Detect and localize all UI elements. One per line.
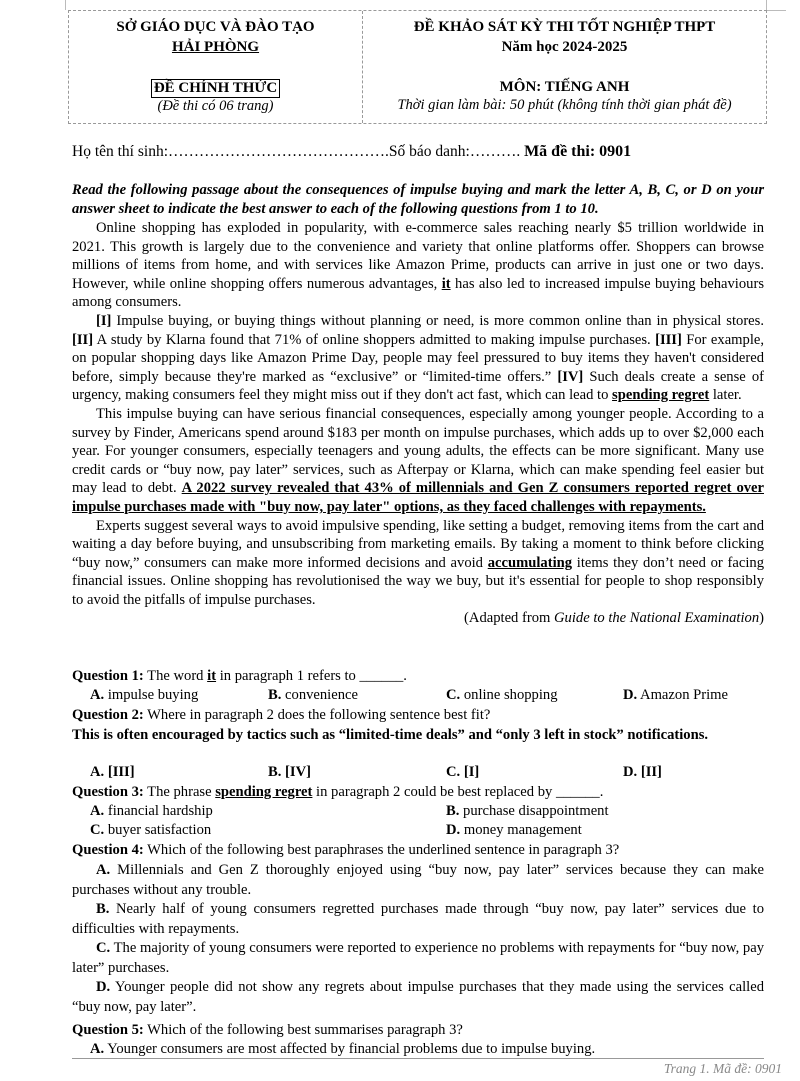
option-letter: B. [446, 803, 460, 819]
option-c[interactable] [446, 687, 558, 704]
question-3-options-row2 [90, 822, 760, 841]
question-text: Which of the following best paraphrases the underlined sentence in paragraph 3? [143, 842, 620, 858]
paragraph-text: later. [709, 387, 742, 404]
underlined-word: it [207, 668, 217, 684]
option-letter: C. [446, 687, 461, 703]
option-c[interactable] [90, 822, 211, 839]
header-left [69, 11, 363, 123]
underlined-word-accumulating: accumulating [487, 554, 573, 571]
marker-1: [I] [96, 312, 112, 329]
time-note: Thời gian làm bài: 50 phút (không tính thời gian phát đề) [397, 97, 732, 113]
option-text: Younger people did not show any regrets about impulse purchases that they made using the services called “buy now, pay later”. [72, 979, 764, 1015]
question-3 [72, 784, 764, 801]
option-text: online shopping [460, 687, 558, 703]
official-label: ĐỀ CHÍNH THỨC [151, 79, 280, 98]
candidate-id-label: Số báo danh:………. [388, 143, 521, 160]
candidate-line [72, 143, 764, 161]
question-label: Question 4: [72, 842, 144, 858]
question-text: in paragraph 2 could be best replaced by ______. [312, 784, 604, 800]
source-line [72, 609, 764, 628]
option-letter: C. [90, 822, 105, 838]
header-right [363, 11, 766, 123]
question-1 [72, 668, 764, 685]
source-prefix: (Adapted from [464, 610, 555, 627]
school-year: Năm học 2024-2025 [501, 39, 628, 55]
marker-4: [IV] [557, 368, 584, 385]
instruction: Read the following passage about the consequences of impulse buying and mark the letter A, B, C, or D on your answer sheet to indicate the best answer to each of the following questions from 1 to 10. [72, 182, 764, 217]
passage [72, 219, 764, 628]
option-text: impulse buying [104, 687, 199, 703]
question-1-options [90, 687, 760, 706]
option-letter: B. [96, 901, 110, 917]
question-5-option-a[interactable] [90, 1041, 764, 1058]
paragraph-text: Impulse buying, or buying things without planning or need, is more common online than in physical stores. [111, 312, 764, 329]
question-text: The phrase [143, 784, 216, 800]
option-b[interactable]: B. [IV] [268, 764, 311, 780]
paragraph-4 [72, 517, 764, 610]
option-a[interactable] [90, 803, 213, 820]
question-label: Question 2: [72, 707, 144, 723]
option-text: The majority of young consumers were reported to experience no problems with repayments for “buy now, pay later” purchases. [72, 940, 764, 976]
paragraph-text: has also led to increased impulse buying behaviours among consumers. [72, 275, 764, 311]
exam-code: Mã đề thi: 0901 [524, 143, 632, 160]
source-suffix: ) [759, 610, 764, 627]
paragraph-text: A study by Klarna found that 71% of online shoppers admitted to making impulse purchases. [93, 331, 656, 348]
underlined-phrase: spending regret [215, 784, 313, 800]
option-letter: D. [623, 687, 638, 703]
option-c[interactable] [72, 939, 764, 978]
exam-header [68, 10, 767, 124]
question-text: The word [143, 668, 208, 684]
option-letter: A. [90, 1041, 105, 1057]
option-c[interactable]: C. [I] [446, 764, 480, 780]
option-b[interactable] [268, 687, 358, 704]
department-name: SỞ GIÁO DỤC VÀ ĐÀO TẠO [116, 19, 315, 35]
insert-sentence: This is often encouraged by tactics such as “limited-time deals” and “only 3 left in stock” notifications. [72, 727, 709, 743]
option-letter: A. [90, 687, 105, 703]
question-text: Which of the following best summarises paragraph 3? [143, 1022, 463, 1038]
question-3-options-row1 [90, 803, 760, 822]
option-a[interactable] [90, 687, 198, 704]
question-2 [72, 707, 764, 724]
paragraph-1 [72, 219, 764, 312]
option-b[interactable] [72, 900, 764, 939]
question-text: Where in paragraph 2 does the following sentence best fit? [143, 707, 491, 723]
option-letter: C. [96, 940, 111, 956]
footer-divider [72, 1058, 764, 1059]
corner-mark [65, 0, 66, 10]
option-text: Nearly half of young consumers regretted purchases made through “buy now, pay later” services due to difficulties with repayments. [72, 901, 764, 937]
underlined-phrase: spending regret [612, 387, 710, 404]
exam-title: ĐỀ KHẢO SÁT KỲ THI TỐT NGHIỆP THPT [413, 19, 716, 35]
underlined-word-it: it [441, 275, 451, 292]
page-footer: Trang 1. Mã đề: 0901 [663, 1061, 782, 1076]
corner-mark [766, 10, 786, 11]
city-name: HẢI PHÒNG [171, 39, 260, 55]
option-letter: D. [446, 822, 461, 838]
question-label: Question 1: [72, 668, 144, 684]
pages-note: (Đề thi có 06 trang) [157, 98, 274, 114]
option-text: Younger consumers are most affected by financial problems due to impulse buying. [104, 1041, 596, 1057]
option-a[interactable]: A. [III] [90, 764, 135, 780]
marker-2: [II] [72, 331, 94, 348]
underlined-sentence: A 2022 survey revealed that 43% of millennials and Gen Z consumers reported regret over impulse purchases made with "buy now, pay later" options, as they faced challenges with repayments. [72, 480, 764, 515]
option-d[interactable]: D. [II] [623, 764, 662, 780]
question-4-options [72, 861, 764, 1017]
marker-3: [III] [655, 331, 682, 348]
question-4 [72, 842, 764, 859]
candidate-name-label: Họ tên thí sinh:……………………………………. [72, 143, 389, 160]
subject: MÔN: TIẾNG ANH [499, 79, 630, 95]
paragraph-text: items they don’t need or facing financial issues. Online shopping has revolutionised the way we buy, but it's essential for people to shop responsibly to avoid the pitfalls of impulse purchases. [72, 554, 764, 608]
option-d[interactable] [446, 822, 582, 839]
option-letter: D. [96, 979, 111, 995]
corner-mark [766, 0, 767, 10]
option-text: Amazon Prime [637, 687, 728, 703]
paragraph-text: Experts suggest several ways to avoid impulsive spending, like setting a budget, removing items from the cart and waiting a day before buying, and unsubscribing from marketing emails. By taking a moment to think before clicking “buy now,” consumers can make more informed decisions and avoid [72, 517, 764, 571]
option-letter: A. [96, 862, 111, 878]
question-label: Question 5: [72, 1022, 144, 1038]
question-5 [72, 1022, 764, 1039]
option-d[interactable] [623, 687, 728, 704]
option-letter: B. [268, 687, 282, 703]
paragraph-2 [72, 312, 764, 405]
option-d[interactable] [72, 978, 764, 1017]
option-b[interactable] [446, 803, 609, 820]
option-letter: A. [90, 803, 105, 819]
option-text: buyer satisfaction [104, 822, 212, 838]
question-label: Question 3: [72, 784, 144, 800]
paragraph-text: Online shopping has exploded in popularity, with e-commerce sales reaching nearly $5 trillion worldwide in 2021. This growth is largely due to the convenience and variety that online platforms offer. Shoppers can browse millions of items from home, and with services like Amazon Prime, products can arrive in just one or two days. However, while online shopping offers numerous advantages, [72, 220, 764, 292]
option-text: Millennials and Gen Z thoroughly enjoyed using “buy now, pay later” services because they can make purchases without any trouble. [72, 862, 764, 898]
paragraph-3 [72, 405, 764, 517]
paragraph-text: This impulse buying can have serious financial consequences, especially among younger people. According to a survey by Finder, Americans spend around $183 per month on impulse purchases, which adds up to over $2,000 each year. For younger consumers, especially teenagers and young adults, the effects can be more significant. Many use credit cards or “buy now, pay later” services, such as Afterpay or Klarna, which can make spending feel easier but may lead to debt. [72, 405, 764, 497]
option-text: financial hardship [104, 803, 213, 819]
option-text: money management [460, 822, 582, 838]
paragraph-text: For example, on popular shopping days like Amazon Prime Day, people may feel pressured to buy items they haven't considered before, simply because they're marked as “exclusive” or “limited-time offers.” [72, 331, 765, 385]
question-text: in paragraph 1 refers to ______. [216, 668, 407, 684]
option-a[interactable] [72, 861, 764, 900]
option-text: purchase disappointment [459, 803, 609, 819]
paragraph-text: Such deals create a sense of urgency, making consumers feel they might miss out if they don't act fast, which can lead to [72, 368, 764, 404]
option-text: convenience [281, 687, 358, 703]
source-title: Guide to the National Examination [554, 610, 760, 627]
question-2-options [90, 764, 760, 783]
